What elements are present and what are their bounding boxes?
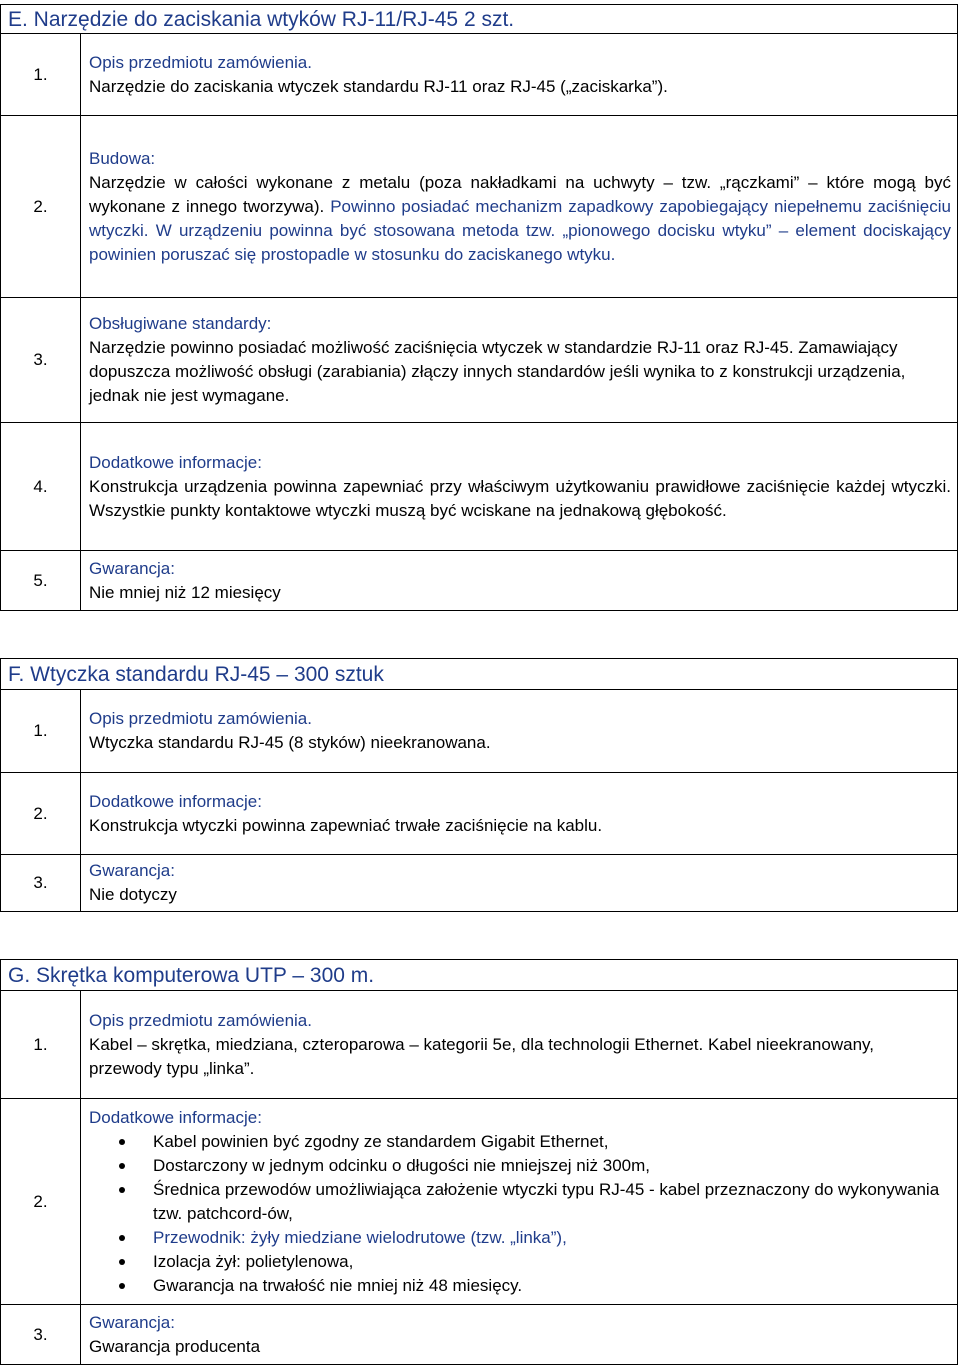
row-heading: Opis przedmiotu zamówienia. xyxy=(89,709,312,728)
row-content xyxy=(81,855,958,912)
row-content xyxy=(81,298,958,423)
row-heading: Opis przedmiotu zamówienia. xyxy=(89,1010,312,1030)
row-heading: Dodatkowe informacje: xyxy=(89,452,262,472)
row-number: 3. xyxy=(1,1305,81,1365)
row-content xyxy=(81,551,958,611)
section-g-table xyxy=(0,990,958,1365)
list-item: Gwarancja na trwałość nie mniej niż 48 miesięcy. xyxy=(89,1274,951,1298)
list-item: Średnica przewodów umożliwiająca założenie wtyczki typu RJ-45 - kabel przeznaczony do wykonywania tzw. patchcord-ów, xyxy=(89,1178,951,1226)
row-text: Nie dotyczy xyxy=(89,885,177,904)
row-number: 1. xyxy=(1,690,81,773)
row-content xyxy=(81,423,958,551)
row-content xyxy=(81,34,958,116)
requirements-list xyxy=(89,1130,951,1298)
row-heading: Dodatkowe informacje: xyxy=(89,1107,262,1127)
row-number: 2. xyxy=(1,1099,81,1305)
row-heading: Gwarancja: xyxy=(89,1312,175,1332)
list-item: Przewodnik: żyły miedziane wielodrutowe (tzw. „linka”), xyxy=(89,1226,951,1250)
row-number: 4. xyxy=(1,423,81,551)
table-row xyxy=(1,1305,958,1365)
row-text: Nie mniej niż 12 miesięcy xyxy=(89,582,281,602)
table-row xyxy=(1,34,958,116)
list-item: Kabel powinien być zgodny ze standardem Gigabit Ethernet, xyxy=(89,1130,951,1154)
row-text: Narzędzie w całości wykonane z metalu (poza nakładkami na uchwyty – tzw. „rączkami” – które mogą być wykonane z innego tworzywa). xyxy=(89,172,951,216)
row-number: 3. xyxy=(1,298,81,423)
row-heading: Dodatkowe informacje: xyxy=(89,791,262,811)
section-e-title: E. Narzędzie do zaciskania wtyków RJ-11/RJ-45 2 szt. xyxy=(0,4,958,34)
list-item: Izolacja żył: polietylenowa, xyxy=(89,1250,951,1274)
row-heading: Opis przedmiotu zamówienia. xyxy=(89,52,312,72)
row-text: Narzędzie powinno posiadać możliwość zaciśnięcia wtyczek w standardzie RJ-11 oraz RJ-45. Zamawiający dopuszcza możliwość obsługi (zarabiania) złączy innych standardów jeśli wynika to z konstrukcji urządzenia, jednak nie jest wymagane. xyxy=(89,338,906,405)
row-text: Konstrukcja wtyczki powinna zapewniać trwałe zaciśnięcie na kablu. xyxy=(89,815,603,835)
row-content xyxy=(81,773,958,855)
row-heading: Obsługiwane standardy: xyxy=(89,314,272,333)
row-content xyxy=(81,116,958,298)
table-row xyxy=(1,1099,958,1305)
row-heading: Gwarancja: xyxy=(89,558,175,578)
table-row xyxy=(1,116,958,298)
table-row xyxy=(1,773,958,855)
row-content xyxy=(81,1305,958,1365)
row-heading: Gwarancja: xyxy=(89,861,175,880)
row-text: Wtyczka standardu RJ-45 (8 styków) nieekranowana. xyxy=(89,733,491,752)
row-number: 1. xyxy=(1,34,81,116)
section-g-title: G. Skrętka komputerowa UTP – 300 m. xyxy=(0,959,958,991)
section-f-title: F. Wtyczka standardu RJ-45 – 300 sztuk xyxy=(0,658,958,690)
table-row xyxy=(1,423,958,551)
table-row xyxy=(1,298,958,423)
table-row xyxy=(1,991,958,1099)
section-f-table xyxy=(0,689,958,912)
row-text: Narzędzie do zaciskania wtyczek standardu RJ-11 oraz RJ-45 („zaciskarka”). xyxy=(89,76,668,96)
row-text: Gwarancja producenta xyxy=(89,1336,261,1356)
section-e-table xyxy=(0,33,958,611)
table-row xyxy=(1,855,958,912)
row-number: 2. xyxy=(1,116,81,298)
row-text: Konstrukcja urządzenia powinna zapewniać przy właściwym użytkowaniu prawidłowe zaciśnięcie każdej wtyczki. Wszystkie punkty kontaktowe wtyczki muszą być wciskane na jednakową głębokość. xyxy=(89,476,951,520)
row-text: Kabel – skrętka, miedziana, czteroparowa – kategorii 5e, dla technologii Ethernet. Kabel nieekranowany, przewody typu „linka”. xyxy=(89,1034,874,1078)
list-item: Dostarczony w jednym odcinku o długości nie mniejszej niż 300m, xyxy=(89,1154,951,1178)
row-number: 5. xyxy=(1,551,81,611)
table-row xyxy=(1,690,958,773)
row-content xyxy=(81,690,958,773)
row-text-highlight: Powinno posiadać mechanizm zapadkowy zapobiegający niepełnemu zaciśnięciu wtyczki. W urządzeniu powinna być stosowana metoda tzw. „pionowego docisku wtyku” – element dociskający powinien poruszać się prostopadle w stosunku do zaciskanego wtyku. xyxy=(89,196,951,264)
row-number: 3. xyxy=(1,855,81,912)
row-content xyxy=(81,991,958,1099)
row-number: 1. xyxy=(1,991,81,1099)
row-content xyxy=(81,1099,958,1305)
table-row xyxy=(1,551,958,611)
row-number: 2. xyxy=(1,773,81,855)
row-heading: Budowa: xyxy=(89,148,156,168)
